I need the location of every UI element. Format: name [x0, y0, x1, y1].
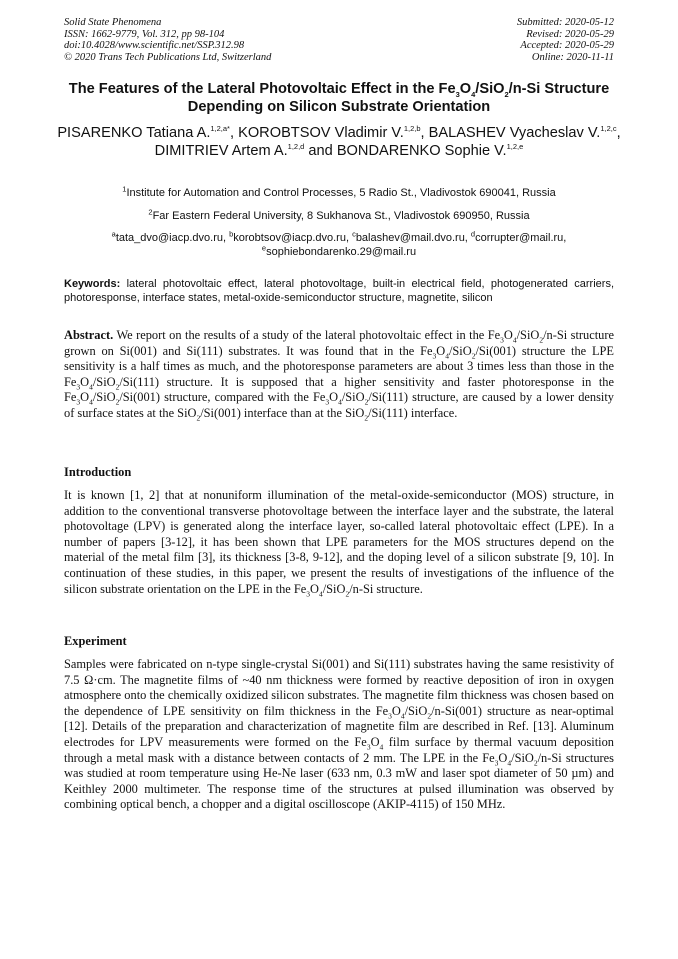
submitted-date: Submitted: 2020-05-12 [516, 17, 614, 28]
publication-dates [517, 17, 614, 63]
journal-name: Solid State Phenomena [64, 17, 162, 28]
revised-date: Revised: 2020-05-29 [526, 28, 614, 40]
journal-info [64, 17, 271, 63]
keywords-text: lateral photovoltaic effect, lateral photovoltage, built-in electrical field, photogenerated carriers, photoresponse, interface states, metal-oxide-semiconductor structure, magnetite, silicon [64, 278, 614, 305]
author-list: PISARENKO Tatiana A.$^{1,2,a*}$, KOROBTSOV Vladimir V.$^{1,2,b}$, BALASHEV Vyacheslav V.$^{1,2,c}$, DIMITRIEV Artem A.$^{1,2,d}$ and BONDARENKO Sophie V.$^{1,2,e}$ [57, 124, 621, 159]
introduction-heading: Introduction [64, 465, 132, 479]
author-emails: $^a$tata_dvo@iacp.dvo.ru, $^b$korobtsov@iacp.dvo.ru, $^c$balashev@mail.dvo.ru, $^d$corrupter@mail.ru, $^e$sophiebondarenko.29@mail.ru [111, 229, 567, 258]
introduction-paragraph: It is known [1, 2] that at nonuniform illumination of the metal-oxide-semiconductor (MOS) structure, in addition to the conventional transverse photovoltage between the interface layer and the substrate, the lateral photovoltage (LPV) is generated along the interface layer, so-called lateral photovoltaic effect (LPE). In a number of papers [3-12], it has been shown that LPE parameters for the MOS structures depend on the material of the metal film [3], its thickness [3-8, 9-12], and the doping level of a silicon substrate [9, 10]. In continuation of these studies, in this paper, we present the results of investigations of the influence of the silicon substrate orientation on the LPE in the $Fe_3O_4/SiO_2/n-Si$ structure. [64, 488, 614, 599]
doi-line: doi:10.4028/www.scientific.net/SSP.312.98 [64, 40, 245, 52]
abstract-label: Abstract. [64, 328, 114, 342]
affiliation-1: $^1$Institute for Automation and Control Processes, 5 Radio St., Vladivostok 690041, Russia [122, 184, 556, 199]
experiment-heading: Experiment [64, 634, 127, 648]
keywords [64, 277, 614, 305]
experiment-paragraph: Samples were fabricated on n-type single-crystal Si(001) and Si(111) substrates having the same resistivity of 7.5 Ω·cm. The magnetite films of ~40 nm thickness were formed by reactive deposition of iron in oxygen atmosphere onto the chemically oxidized silicon substrates. The magnetite film thickness was chosen based on the dependence of LPE sensitivity on film thickness in the $Fe_3O_4/SiO_2/n-Si(001)$ structure as near-optimal [12]. Details of the preparation and characterization of magnetite film are described in Ref. [13]. Aluminum electrodes for LPV measurements were formed on the $Fe_3O_4$ film surface by thermal vacuum deposition through a metal mask with a distance between contacts of 2 mm. The LPE in the $Fe_3O_4/SiO_2/n-Si$ structures was studied at room temperature using He-Ne laser (633 nm, 0.3 mW and laser spot diameter of 50 µm) and Keithley 2000 multimeter. The response time of the structures at pulsed illumination was observed by combining optical bench, a chopper and a digital oscilloscope (AKIP-4115) of 150 MHz. [64, 657, 614, 812]
keywords-label: Keywords: [64, 278, 121, 290]
online-date: Online: 2020-11-11 [531, 51, 614, 63]
abstract: Abstract. We report on the results of a study of the lateral photovoltaic effect in the $Fe_3O_4/SiO_2/n-Si$ structure grown on Si(001) and Si(111) substrates. It was found that in the $Fe_3O_4/SiO_2/Si(001)$ structure the LPE sensitivity is a half times as much, and the photoresponse parameters are about 3 times less than those in the $Fe_3O_4/SiO_2/Si(111)$ structure. It is supposed that a higher sensitivity and faster photoresponse in the $Fe_3O_4/SiO_2/Si(001)$ structure, compared with the $Fe_3O_4/SiO_2/Si(111)$ structure, are caused by a lower density of surface states at the SiO$_2$/Si(001) interface than at the SiO$_2$/Si(111) interface. [64, 328, 614, 423]
accepted-date: Accepted: 2020-05-29 [520, 40, 614, 52]
paper-title: The Features of the Lateral Photovoltaic Effect in the $Fe_3O_4/SiO_2/n-Si$ Structure Depending on Silicon Substrate Orientation [68, 81, 610, 115]
copyright-line: © 2020 Trans Tech Publications Ltd, Switzerland [64, 51, 272, 63]
affiliation-2: $^2$Far Eastern Federal University, 8 Sukhanova St., Vladivostok 690950, Russia [148, 207, 530, 222]
issn-line: ISSN: 1662-9779, Vol. 312, pp 98-104 [64, 28, 225, 40]
